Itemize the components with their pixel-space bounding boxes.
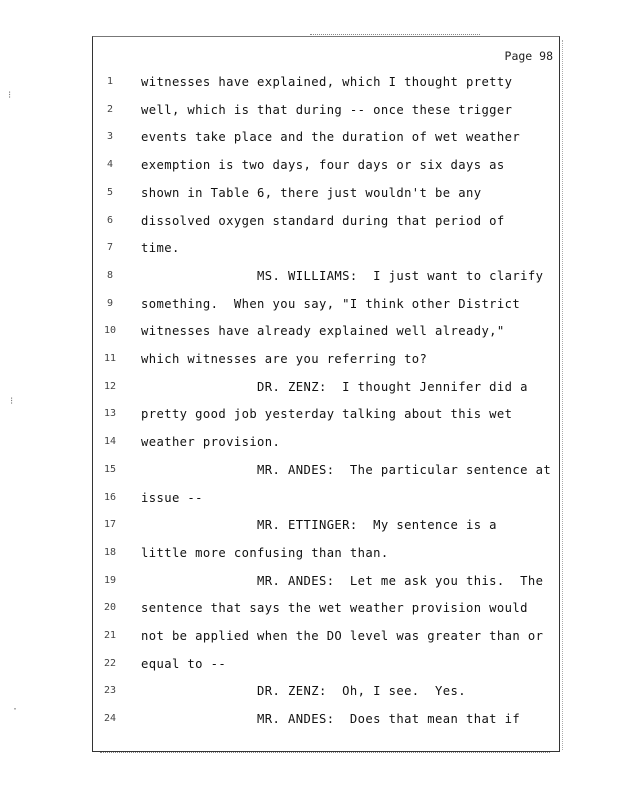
transcript-line: something. When you say, "I think other District bbox=[141, 296, 521, 311]
line-number: 12 bbox=[103, 380, 117, 392]
transcript-line: MR. ANDES: Let me ask you this. The bbox=[141, 573, 544, 588]
line-number: 8 bbox=[106, 269, 114, 281]
line-number: 10 bbox=[103, 325, 117, 337]
transcript-line: DR. ZENZ: Oh, I see. Yes. bbox=[141, 684, 466, 699]
transcript-line: shown in Table 6, there just wouldn't be any bbox=[141, 185, 482, 200]
line-number: 1 bbox=[106, 76, 114, 87]
line-number: 20 bbox=[103, 602, 117, 614]
line-number: 19 bbox=[103, 574, 117, 586]
transcript-line: pretty good job yesterday talking about this wet bbox=[141, 407, 513, 422]
scan-artifact-bottom bbox=[100, 752, 550, 756]
transcript-line: DR. ZENZ: I thought Jennifer did a bbox=[141, 379, 528, 394]
line-number: 14 bbox=[103, 436, 117, 448]
transcript-line: MR. ANDES: The particular sentence at bbox=[141, 462, 552, 477]
transcript-line: little more confusing than than. bbox=[141, 545, 389, 560]
page-number: Page 98 bbox=[504, 49, 553, 63]
line-number: 9 bbox=[106, 297, 114, 309]
line-number: 5 bbox=[106, 186, 114, 198]
scan-artifact-right-edge bbox=[562, 40, 564, 750]
margin-mark: ⁝ bbox=[8, 90, 12, 101]
transcript-page bbox=[92, 36, 560, 752]
transcript-line: issue -- bbox=[141, 490, 203, 505]
transcript-line: equal to -- bbox=[141, 656, 227, 671]
margin-mark: ⁝ bbox=[10, 396, 14, 407]
transcript-line: events take place and the duration of wet weather bbox=[141, 130, 521, 145]
transcript-line: sentence that says the wet weather provision would bbox=[141, 601, 528, 616]
transcript-line: witnesses have explained, which I thought pretty bbox=[141, 75, 513, 89]
line-number: 4 bbox=[106, 159, 114, 171]
line-number: 22 bbox=[103, 657, 117, 669]
transcript-line: witnesses have already explained well already," bbox=[141, 324, 505, 339]
transcript-line: not be applied when the DO level was greater than or bbox=[141, 629, 544, 643]
line-number: 21 bbox=[103, 630, 117, 641]
line-number: 16 bbox=[103, 491, 117, 503]
line-number: 13 bbox=[103, 408, 117, 420]
margin-mark: · bbox=[12, 704, 19, 715]
line-number: 6 bbox=[106, 214, 114, 226]
transcript-line: MS. WILLIAMS: I just want to clarify bbox=[141, 268, 544, 283]
line-number: 15 bbox=[103, 463, 117, 475]
transcript-line: exemption is two days, four days or six days as bbox=[141, 158, 505, 173]
transcript-line: MR. ANDES: Does that mean that if bbox=[141, 712, 521, 727]
line-number: 7 bbox=[106, 242, 114, 254]
line-number: 17 bbox=[103, 519, 117, 531]
line-number: 18 bbox=[103, 546, 117, 558]
line-number: 23 bbox=[103, 685, 117, 697]
transcript-line: dissolved oxygen standard during that period of bbox=[141, 213, 505, 228]
line-number: 2 bbox=[106, 103, 114, 115]
transcript-line: which witnesses are you referring to? bbox=[141, 352, 428, 366]
transcript-line: MR. ETTINGER: My sentence is a bbox=[141, 518, 497, 533]
line-number: 3 bbox=[106, 131, 114, 143]
transcript-line: well, which is that during -- once these trigger bbox=[141, 102, 513, 117]
line-number: 24 bbox=[103, 713, 117, 725]
transcript-line: time. bbox=[141, 241, 180, 256]
line-number: 11 bbox=[103, 353, 117, 364]
transcript-line: weather provision. bbox=[141, 435, 281, 450]
